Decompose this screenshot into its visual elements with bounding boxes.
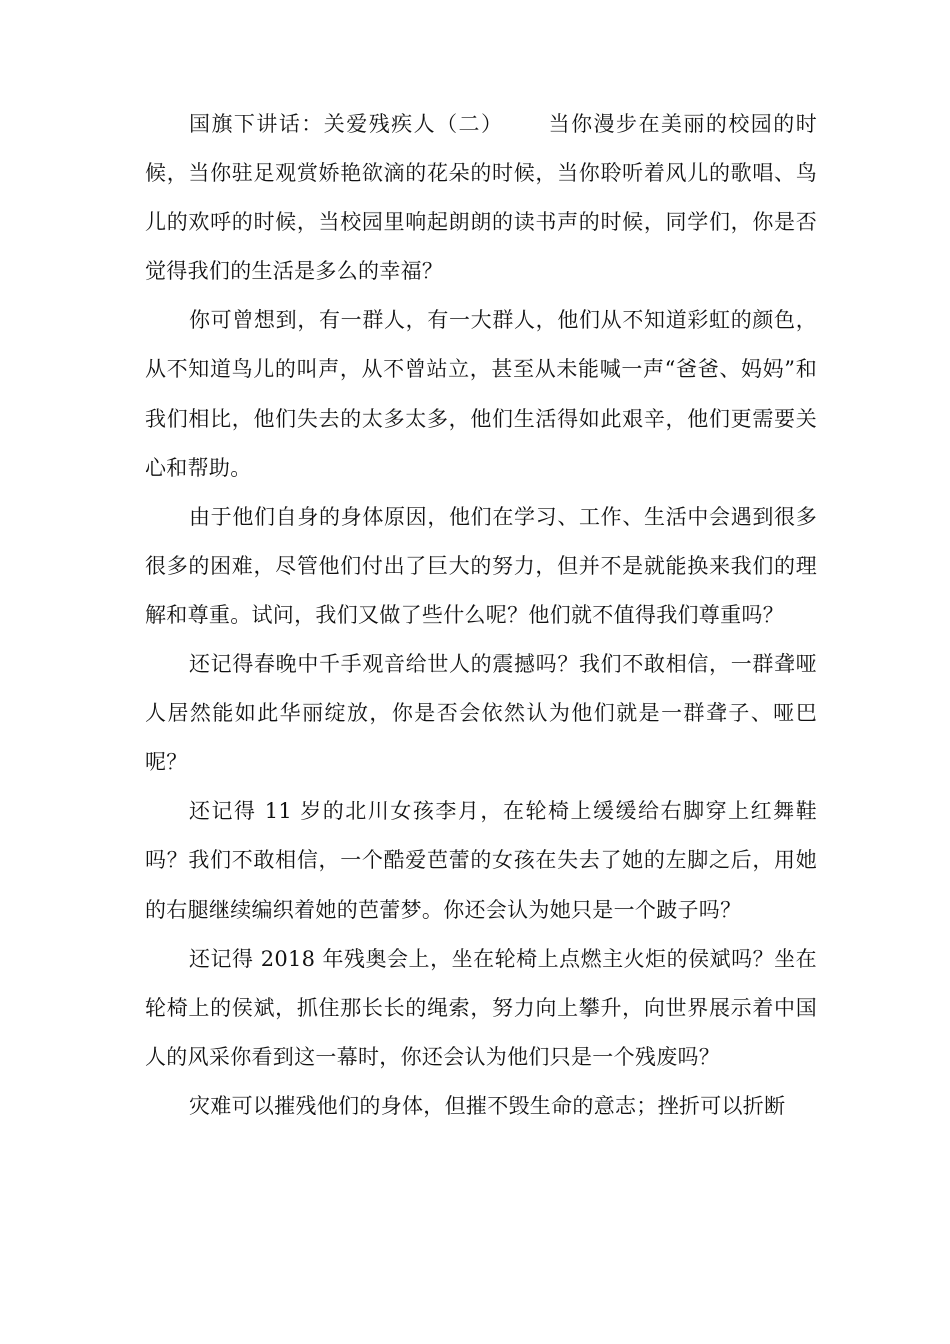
paragraph-4: 还记得春晚中千手观音给世人的震撼吗？我们不敢相信，一群聋哑人居然能如此华丽绽放，你是否会依然认为他们就是一群聋子、哑巴呢？ <box>145 652 817 775</box>
paragraph-5: 还记得 11 岁的北川女孩李月，在轮椅上缓缓给右脚穿上红舞鞋吗？我们不敢相信，一个酷爱芭蕾的女孩在失去了她的左脚之后，用她的右腿继续编织着她的芭蕾梦。你还会认为她只是一个跛子吗？ <box>145 799 817 922</box>
document-title: 国旗下讲话：关爱残疾人（二） <box>189 112 504 136</box>
paragraph-text: 当你漫步在美丽的校园的时候，当你驻足观赏娇艳欲滴的花朵的时候，当你聆听着风儿的歌唱、鸟儿的欢呼的时候，当校园里响起朗朗的读书声的时候，同学们，你是否觉得我们的生活是多么的幸福？ <box>145 112 818 284</box>
paragraph-7: 灾难可以摧残他们的身体，但摧不毁生命的意志；挫折可以折断 <box>189 1093 786 1118</box>
paragraph-3: 由于他们自身的身体原因，他们在学习、工作、生活中会遇到很多很多的困难，尽管他们付出了巨大的努力，但并不是就能换来我们的理解和尊重。试问，我们又做了些什么呢？他们就不值得我们尊重吗？ <box>145 504 817 627</box>
paragraph-1 <box>145 100 817 296</box>
document-body <box>145 100 817 1131</box>
paragraph-6: 还记得 2018 年残奥会上，坐在轮椅上点燃主火炬的侯斌吗？坐在轮椅上的侯斌，抓住那长长的绳索，努力向上攀升，向世界展示着中国人的风采你看到这一幕时，你还会认为他们只是一个残废吗？ <box>145 946 817 1069</box>
paragraph-2: 你可曾想到，有一群人，有一大群人，他们从不知道彩虹的颜色，从不知道鸟儿的叫声，从不曾站立，甚至从未能喊一声“爸爸、妈妈”和我们相比，他们失去的太多太多，他们生活得如此艰辛，他们更需要关心和帮助。 <box>145 308 817 480</box>
